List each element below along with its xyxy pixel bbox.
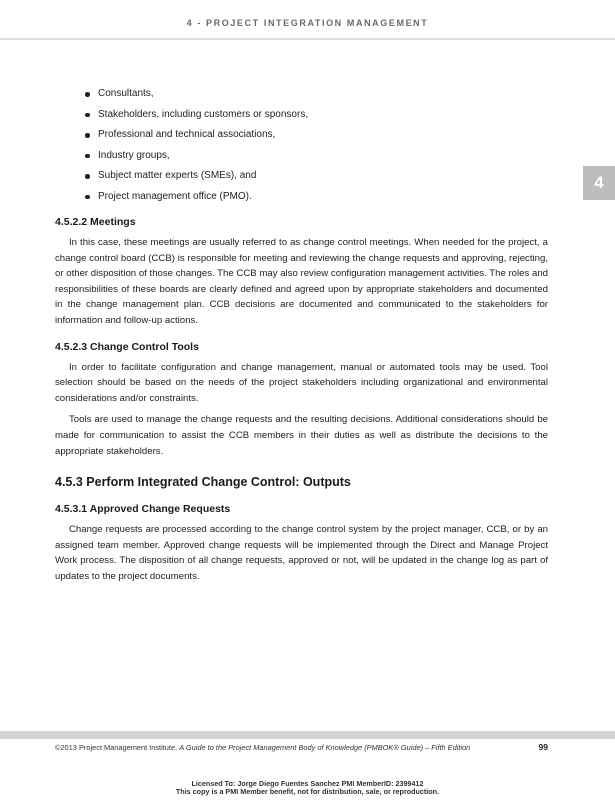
license-line-1: Licensed To: Jorge Diego Fuentes Sanchez PMI MemberID: 2399412 <box>191 779 424 788</box>
license-line-2: This copy is a PMI Member benefit, not for distribution, sale, or reproduction. <box>175 787 440 796</box>
page-body <box>55 84 548 585</box>
page-header <box>0 0 615 40</box>
footer-band <box>0 731 615 739</box>
outputs-heading: 4.5.3 Perform Integrated Change Control: Outputs <box>55 475 351 490</box>
list-item: Industry groups, <box>85 146 548 167</box>
meetings-paragraph: In this case, these meetings are usually referred to as change control meetings. When needed for the project, a change control board (CCB) is responsible for meeting and reviewing the change requests and approving, rejecting, or other disposition of those changes. The CCB may also review configuration management activities. The roles and responsibilities of these boards are clearly defined and agreed upon by appropriate stakeholders and documented in the change management plan. CCB decisions are documented and communicated to the stakeholders for information and follow-up actions. <box>55 237 548 326</box>
participant-list <box>85 84 548 207</box>
chapter-tab: 4 <box>583 166 615 200</box>
tools-paragraph-1: In order to facilitate configuration and change management, manual or automated tools may be used. Tool selection should be based on the needs of the project stakeholders including organizational and environmental considerations and/or constraints. <box>55 361 548 404</box>
meetings-heading: 4.5.2.2 Meetings <box>55 216 136 228</box>
list-item: Consultants, <box>85 84 548 105</box>
tools-paragraph-2: Tools are used to manage the change requests and the resulting decisions. Additional considerations should be made for communication to assist the CCB members in their duties as well as distribute the decisions to the appropriate stakeholders. <box>55 414 548 457</box>
page-number: 99 <box>538 742 548 752</box>
change-control-tools-heading: 4.5.2.3 Change Control Tools <box>55 340 199 353</box>
approved-paragraph: Change requests are processed according to the change control system by the project manager, CCB, or by an assigned team member. Approved change requests will be implemented through the Direct and Manage Project Work process. The disposition of all change requests, approved or not, will be updated in the change log as part of updates to the project documents. <box>55 524 548 582</box>
list-item: Professional and technical associations, <box>85 125 548 146</box>
footer-copyright <box>55 743 470 752</box>
list-item: Project management office (PMO). <box>85 187 548 208</box>
guide-title: A Guide to the Project Management Body of Knowledge (PMBOK® Guide) – Fifth Edition <box>179 743 471 752</box>
copyright-text: ©2013 Project Management Institute. <box>55 743 178 752</box>
running-header-title: 4 - PROJECT INTEGRATION MANAGEMENT <box>186 18 429 28</box>
list-item: Stakeholders, including customers or sponsors, <box>85 105 548 126</box>
list-item: Subject matter experts (SMEs), and <box>85 166 548 187</box>
approved-change-requests-heading: 4.5.3.1 Approved Change Requests <box>55 503 231 516</box>
